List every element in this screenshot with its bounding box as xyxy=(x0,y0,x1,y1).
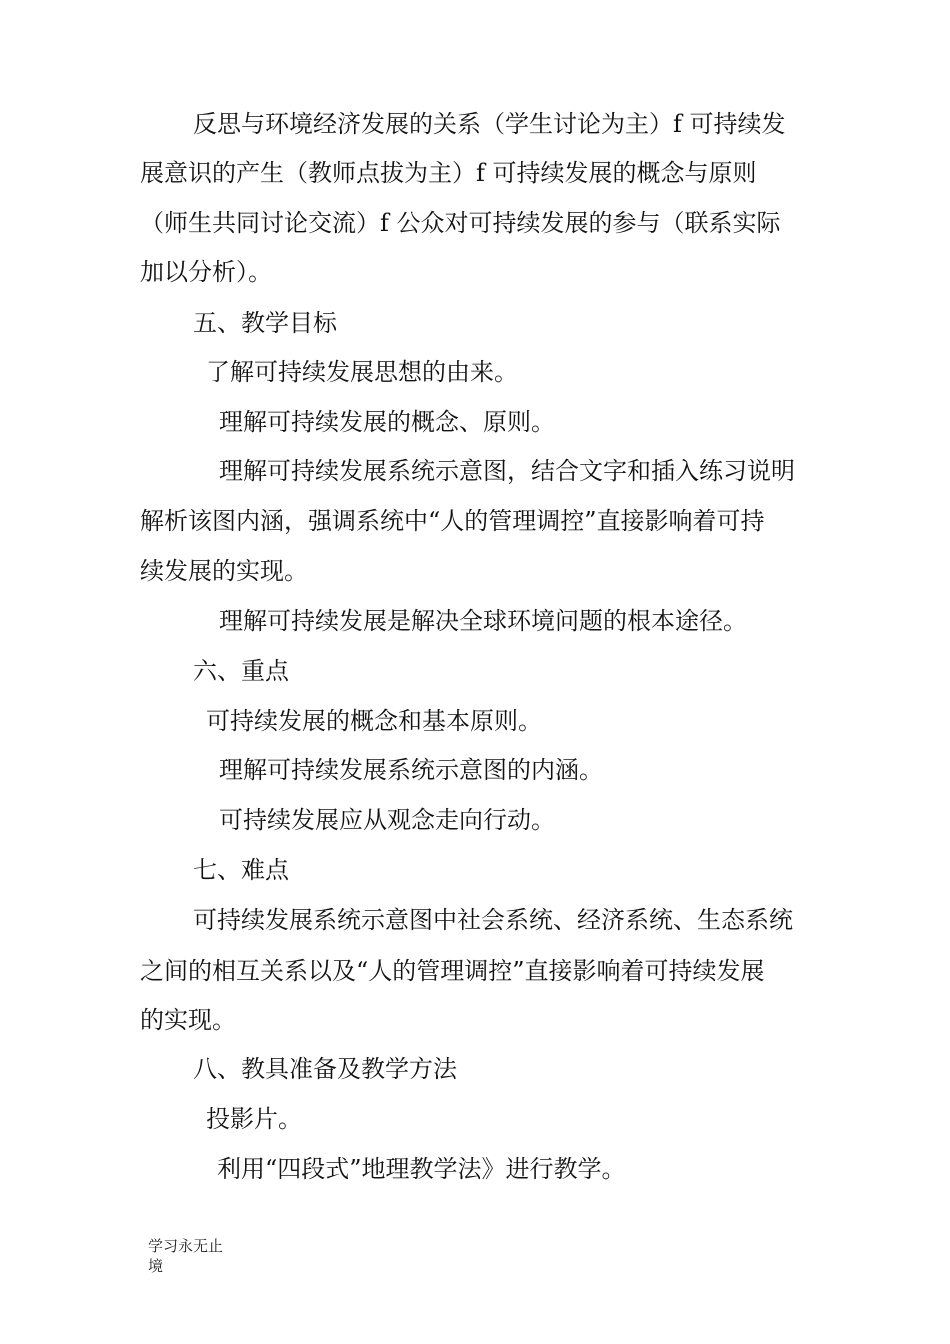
paragraph-line: （师生共同讨论交流）f 公众对可持续发展的参与（联系实际 xyxy=(140,209,781,237)
paragraph-line: 加以分析）。 xyxy=(140,258,272,286)
paragraph-line: 理解可持续发展的概念、原则。 xyxy=(219,408,555,436)
paragraph-line: 解析该图内涵，强调系统中“人的管理调控”直接影响着可持 xyxy=(140,507,765,535)
paragraph-line: 理解可持续发展是解决全球环境问题的根本途径。 xyxy=(219,607,747,635)
paragraph-line: 可持续发展应从观念走向行动。 xyxy=(219,806,555,834)
paragraph-line: 的实现。 xyxy=(140,1006,236,1034)
footer-line: 学习永无止 xyxy=(148,1237,224,1255)
paragraph-line: 利用“四段式”地理教学法》进行教学。 xyxy=(217,1155,626,1183)
paragraph-line: 之间的相互关系以及“人的管理调控”直接影响着可持续发展 xyxy=(140,957,765,985)
paragraph-line: 投影片。 xyxy=(206,1105,302,1133)
paragraph-line: 反思与环境经济发展的关系（学生讨论为主）f 可持续发 xyxy=(193,110,786,138)
paragraph-line: 续发展的实现。 xyxy=(140,557,308,585)
paragraph-line: 理解可持续发展系统示意图的内涵。 xyxy=(219,756,603,784)
paragraph-line: 理解可持续发展系统示意图，结合文字和插入练习说明 xyxy=(219,457,795,485)
section-heading: 五、教学目标 xyxy=(193,309,337,337)
paragraph-line: 了解可持续发展思想的由来。 xyxy=(206,358,518,386)
section-heading: 八、教具准备及教学方法 xyxy=(193,1055,457,1083)
paragraph-line: 可持续发展系统示意图中社会系统、经济系统、生态系统 xyxy=(193,906,793,934)
footer-line: 境 xyxy=(148,1257,164,1275)
section-heading: 六、重点 xyxy=(193,657,289,685)
paragraph-line: 可持续发展的概念和基本原则。 xyxy=(206,707,542,735)
section-heading: 七、难点 xyxy=(193,856,289,884)
paragraph-line: 展意识的产生（教师点拔为主）f 可持续发展的概念与原则 xyxy=(140,159,757,187)
